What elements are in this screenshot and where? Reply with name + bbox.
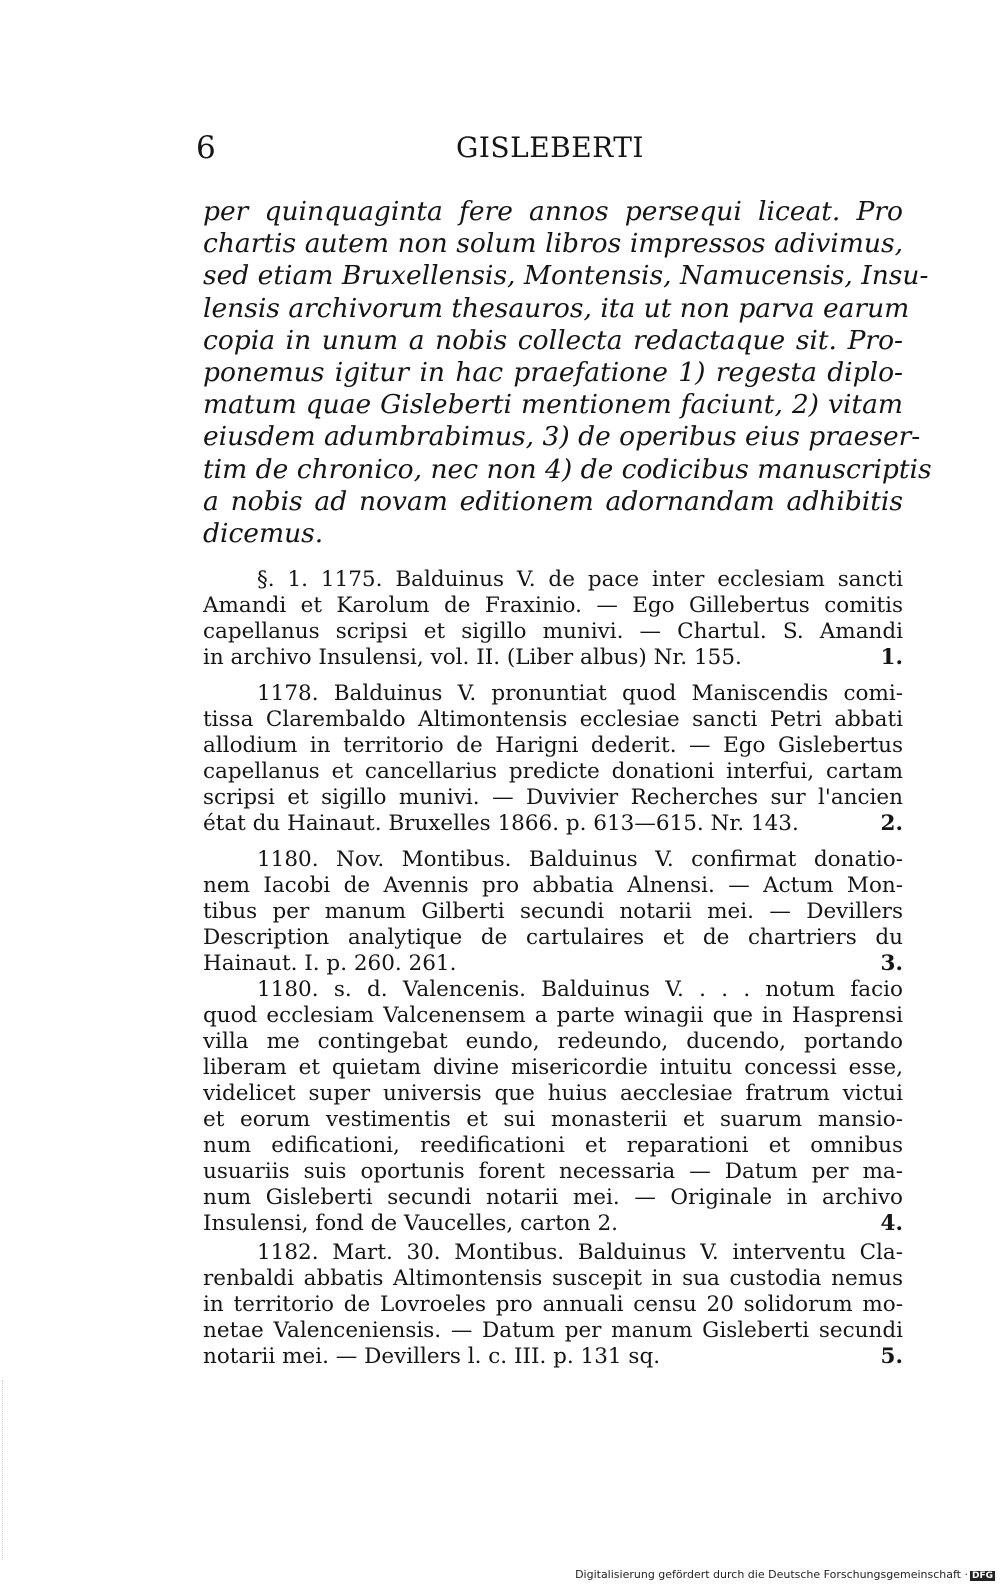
intro-line: ponemus igitur in hac praefatione 1) regesta diplo- (203, 357, 903, 389)
intro-line: lensis archivorum thesauros, ita ut non parva earum (203, 292, 910, 324)
running-head: GISLEBERTI (456, 131, 644, 164)
regest-line: liberam et quietam divine misericordie intuitu concessi esse, (203, 1055, 903, 1080)
regest-line (203, 645, 903, 671)
intro-line: chartis autem non solum libros impressos adivimus, (203, 228, 903, 260)
digitization-footer (575, 1568, 995, 1581)
regest-line: quod ecclesiam Valcenensem a parte winagii que in Hasprensi (203, 1003, 903, 1028)
regest-line: capellanus et cancellarius predicte donationi interfui, cartam (203, 759, 903, 784)
regest-line (203, 811, 903, 837)
regest-line: renbaldi abbatis Altimontensis suscepit in sua custodia nemus (203, 1266, 903, 1291)
regest-line (203, 1344, 903, 1370)
intro-line: a nobis ad novam editionem adornandam adhibitis (203, 485, 903, 517)
dfg-logo: DFG (971, 1571, 993, 1581)
regest-number: 2. (880, 811, 903, 836)
regest-line: usuariis suis oportunis forent necessaria — Datum per ma- (203, 1159, 903, 1184)
intro-line: matum quae Gisleberti mentionem faciunt, 2) vitam (203, 389, 903, 421)
regest-line: Description analytique de cartulaires et de chartriers du (203, 925, 903, 950)
regest-entry-1 (203, 567, 903, 671)
intro-line: eiusdem adumbrabimus, 3) de operibus eius praeser- (203, 421, 921, 453)
regest-line: §. 1. 1175. Balduinus V. de pace inter ecclesiam sancti (257, 567, 903, 592)
regest-line (203, 951, 903, 977)
regest-text: Hainaut. I. p. 260. 261. (203, 951, 457, 976)
regest-line (203, 1211, 903, 1237)
intro-line: per quinquaginta fere annos persequi liceat. Pro (203, 196, 903, 227)
regest-text: in archivo Insulensi, vol. II. (Liber albus) Nr. 155. (203, 645, 742, 670)
regest-line: scripsi et sigillo munivi. — Duvivier Recherches sur l'ancien (203, 785, 903, 810)
regest-line: in territorio de Lovroeles pro annuali censu 20 solidorum mo- (203, 1292, 903, 1317)
regest-entry-3 (203, 847, 903, 977)
regest-line: videlicet super universis que huius aecclesiae fratrum victui (203, 1081, 903, 1106)
regest-line: 1182. Mart. 30. Montibus. Balduinus V. interventu Cla- (257, 1240, 903, 1265)
regest-number: 3. (880, 951, 903, 976)
intro-line: copia in unum a nobis collecta redactaque sit. Pro- (203, 324, 903, 356)
regest-entry-4 (203, 977, 903, 1237)
scan-edge-mark (2, 1380, 17, 1560)
regest-entry-5 (203, 1240, 903, 1370)
regest-line: tissa Clarembaldo Altimontensis ecclesiae sancti Petri abbati (203, 707, 903, 732)
regest-line: 1180. Nov. Montibus. Balduinus V. confirmat donatio- (257, 847, 903, 872)
regest-line: et eorum vestimentis et sui monasterii et suarum mansio- (203, 1107, 903, 1132)
regest-text: Insulensi, fond de Vaucelles, carton 2. (203, 1211, 618, 1236)
regest-number: 1. (880, 645, 903, 670)
regest-line: villa me contingebat eundo, redeundo, ducendo, portando (203, 1029, 903, 1054)
intro-line: tim de chronico, nec non 4) de codicibus manuscriptis (203, 453, 932, 485)
regest-line: Amandi et Karolum de Fraxinio. — Ego Gillebertus comitis (203, 593, 903, 618)
regest-line: num Gisleberti secundi notarii mei. — Originale in archivo (203, 1185, 903, 1210)
regest-line: allodium in territorio de Harigni dederit. — Ego Gislebertus (203, 733, 903, 758)
regest-line: tibus per manum Gilberti secundi notarii mei. — Devillers (203, 899, 903, 924)
regest-entry-2 (203, 681, 903, 837)
regest-line: 1180. s. d. Valencenis. Balduinus V. . . . notum facio (257, 977, 903, 1002)
regest-line: nem Iacobi de Avennis pro abbatia Alnensi. — Actum Mon- (203, 873, 903, 898)
regest-number: 4. (880, 1211, 903, 1236)
intro-line: dicemus. (203, 518, 324, 550)
regest-text: notarii mei. — Devillers l. c. III. p. 131 sq. (203, 1344, 661, 1369)
footer-text: Digitalisierung gefördert durch die Deutsche Forschungsgemeinschaft · (575, 1568, 968, 1581)
regest-line: 1178. Balduinus V. pronuntiat quod Maniscendis comi- (257, 681, 903, 706)
regest-text: état du Hainaut. Bruxelles 1866. p. 613—615. Nr. 143. (203, 811, 799, 836)
intro-paragraph (203, 196, 932, 550)
regest-line: capellanus scripsi et sigillo munivi. — Chartul. S. Amandi (203, 619, 903, 644)
regest-line: netae Valenceniensis. — Datum per manum Gisleberti secundi (203, 1318, 903, 1343)
regest-line: num edificationi, reedificationi et reparationi et omnibus (203, 1133, 903, 1158)
page-number: 6 (196, 130, 216, 166)
intro-line: sed etiam Bruxellensis, Montensis, Namucensis, Insu- (203, 260, 929, 292)
regest-number: 5. (880, 1344, 903, 1369)
